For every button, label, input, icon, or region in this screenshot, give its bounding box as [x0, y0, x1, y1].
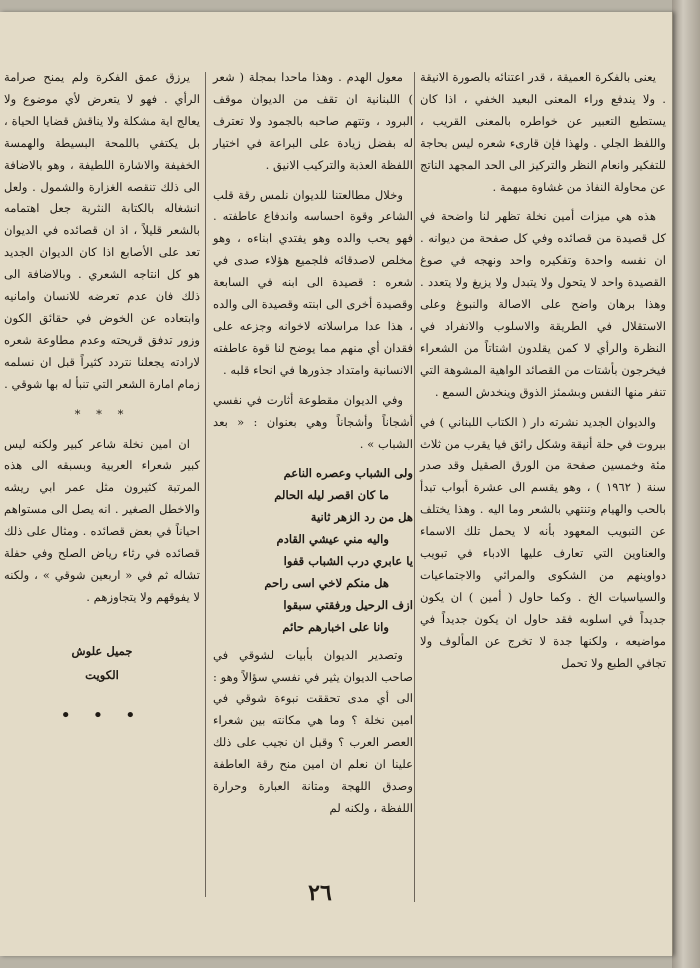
paragraph: وفي الديوان مقطوعة أثارت في نفسي أشجاناً وأشجاناً وهي بعنوان : « بعد الشباب » .	[213, 392, 413, 451]
text-column-middle	[213, 67, 413, 828]
poem-line: واليه مني عيشي القادم	[276, 532, 389, 547]
poem-verses	[213, 463, 413, 638]
paragraph: وتصدير الديوان بأبيات لشوقي في صاحب الديوان يثير في نفسي سؤالاً وهو : الى أي مدى تحققت نبوءة شوقي في امين نخلة ؟ وما هي مكانته بين شعراء العصر العرب ؟ وقبل ان نجيب على ذلك علينا ان نعلم ان امين منح رقة العاطفة وصدق اللهجة ومتانة العبارة وحرارة اللفظة ، ولكنه لم	[213, 647, 413, 815]
paragraph: وخلال مطالعتنا للديوان نلمس رقة قلب الشاعر وقوة احساسه واندفاع عاطفته . فهو يحب والده وهو يفتدي ابناءه ، وهو مخلص لاصدقائه فلجميع هؤلاء صدى في شعره : قصيدة الى ابنه في السابعة وقصيدة أخرى الى ابنته وقصيدة الى والده ، هذا عدا مراسلاته لاخوانه وجزعه على فقدان أي منهم مما يوضح لنا قوة عاطفته الانسانية وامتداد جذورها في انحاء قلبه .	[213, 187, 413, 377]
paragraph: يرزق عمق الفكرة ولم يمنح صرامة الرأي . فهو لا يتعرض لأي موضوع ولا يعالج اية مشكلة ولا يناقش قضايا الحياة ، بل يكتفي باللمحة البسيطة والهمسة الخفيفة والاشارة اللطيفة ، وهو بالاضافة الى ذلك تنقصه الغزارة والشمول . ولعل انشغاله بالكتابة النثرية جعل اهتمامه بالشعر قليلاً ، اذ ان قصائده في الديوان تعد على الأصابع اذا كان الديوان الجديد هو كل انتاجه الشعري . وبالاضافة الى ذلك فان عدم تعرضه للانسان وامانيه وابتعاده عن الخوض في حقائق الكون وزور تدفق قريحته وعدم مطاوعة شعره لارادته يجعلنا نتردد كثيراً قبل ان نسلمه زمام امارة الشعر التي تنبأ له بها شوقي .	[4, 70, 200, 391]
poem-line: ازف الرحيل ورفقتي سبقوا	[283, 597, 413, 612]
end-of-article-mark: • • •	[60, 704, 144, 726]
column-rule	[205, 72, 206, 897]
poem-line: هل من رد الزهر ثانية	[310, 510, 413, 525]
poem-line: وانا على اخبارهم حائم	[282, 619, 389, 634]
paragraph: معول الهدم . وهذا ماحدا بمجلة ( شعر ) اللبنانية ان تقف من الديوان موقف البرود ، وتتهم صاحبه بالجمود ولا تعترف له بفضل زيادة على البراعة في اختيار اللفظة العذبة والتركيب الانيق .	[213, 70, 413, 172]
author-signature	[4, 639, 200, 687]
poem-line: ولى الشباب وعصره الناعم	[283, 466, 413, 481]
paragraph: والديوان الجديد نشرته دار ( الكتاب اللبناني ) في بيروت في حلة أنيقة وشكل رائق فيا يقرب من ثلاث مئة وخمسين صفحة من الورق الصقيل وقد صدر سنة ( ١٩٦٢ ) ، وهو يقسم الى عشرة أبواب تبدأ بالحب والهيام وتنتهي بالشعر وما اليه . وهذا يختلف عن التبويب المعهود بأنه لا يحمل تلك الاسماء والعناوين التي تعارف عليها الادباء في تبويب دواوينهم من الشكوى والمراثي والاجتماعيات والسياسيات الخ . وكما حاول ( أمين ) ان يكون جديداً في اسلوبه فقد حاول ان يكون جديداً في مواضيعه ، ولكنها جدة لا تخرج عن المألوف ولا تجافي الطبع ولا تحمل	[420, 414, 667, 670]
book-binding-shadow	[672, 0, 700, 968]
paragraph: هذه هي ميزات أمين نخلة تظهر لنا واضحة في كل قصيدة من قصائده وفي كل صفحة من ديوانه . ان نفسه واحدة وتفكيره واحد ونهجه في صوغ القصيدة واحد لا يتحول ولا يتبدل ولا يزيغ ولا يتعدد . وهذا برهان واضح على الاصالة والنبوغ وعلى الاستقلال في الطريقة والاسلوب والانفراد في النظرة والرأي لا كمن يقلدون اشتاتاً من الشعراء فيخرجون بأشتات من القصائد الواهية المشوهة التي تنفر منها النفس وبشمئز الذوق وينخدش السمع .	[420, 209, 666, 399]
poem-line: ما كان اقصر ليله الحالم	[274, 488, 389, 503]
poem-line: يا عابري درب الشباب قفوا	[283, 554, 413, 569]
paragraph: يعنى بالفكرة العميقة ، قدر اعتنائه بالصورة الانيقة . ولا يندفع وراء المعنى البعيد الخفي ، اذا كان يستطيع التعبير عن خواطره بالمعنى القريب ، واللفظ الجلي . ولهذا فإن قارىء شعره ليس بحاجة للتفكير وانعام النظر والتركيز الى الحد المجهد الناتج عن محاولة النفاذ من غشاوة مبهمة .	[420, 70, 666, 194]
magazine-page	[0, 12, 673, 956]
author-place: الكويت	[85, 667, 119, 682]
author-name: جميل علوش	[71, 643, 133, 658]
section-separator: * * *	[74, 406, 130, 421]
text-column-left	[4, 67, 200, 727]
column-rule	[414, 72, 415, 902]
text-column-right	[420, 67, 666, 682]
poem-line: هل منكم لاخي اسى راحم	[264, 575, 389, 590]
page-number: ٢٦	[308, 880, 332, 906]
paragraph: ان امين نخلة شاعر كبير ولكنه ليس كبير شعراء العربية وبسبقه الى هذه المرتبة كثيرون مثل عمر ابي ريشه والاخطل الصغير . انه يصل الى مستواهم احياناً في بعض قصائده . ومثال على ذلك قصائده في رثاء رياض الصلح وفي حفلة تشاله ثم في « اربعين شوقي » ، ولكنه لا يفوقهم ولا يتجاوزهم .	[4, 436, 200, 604]
